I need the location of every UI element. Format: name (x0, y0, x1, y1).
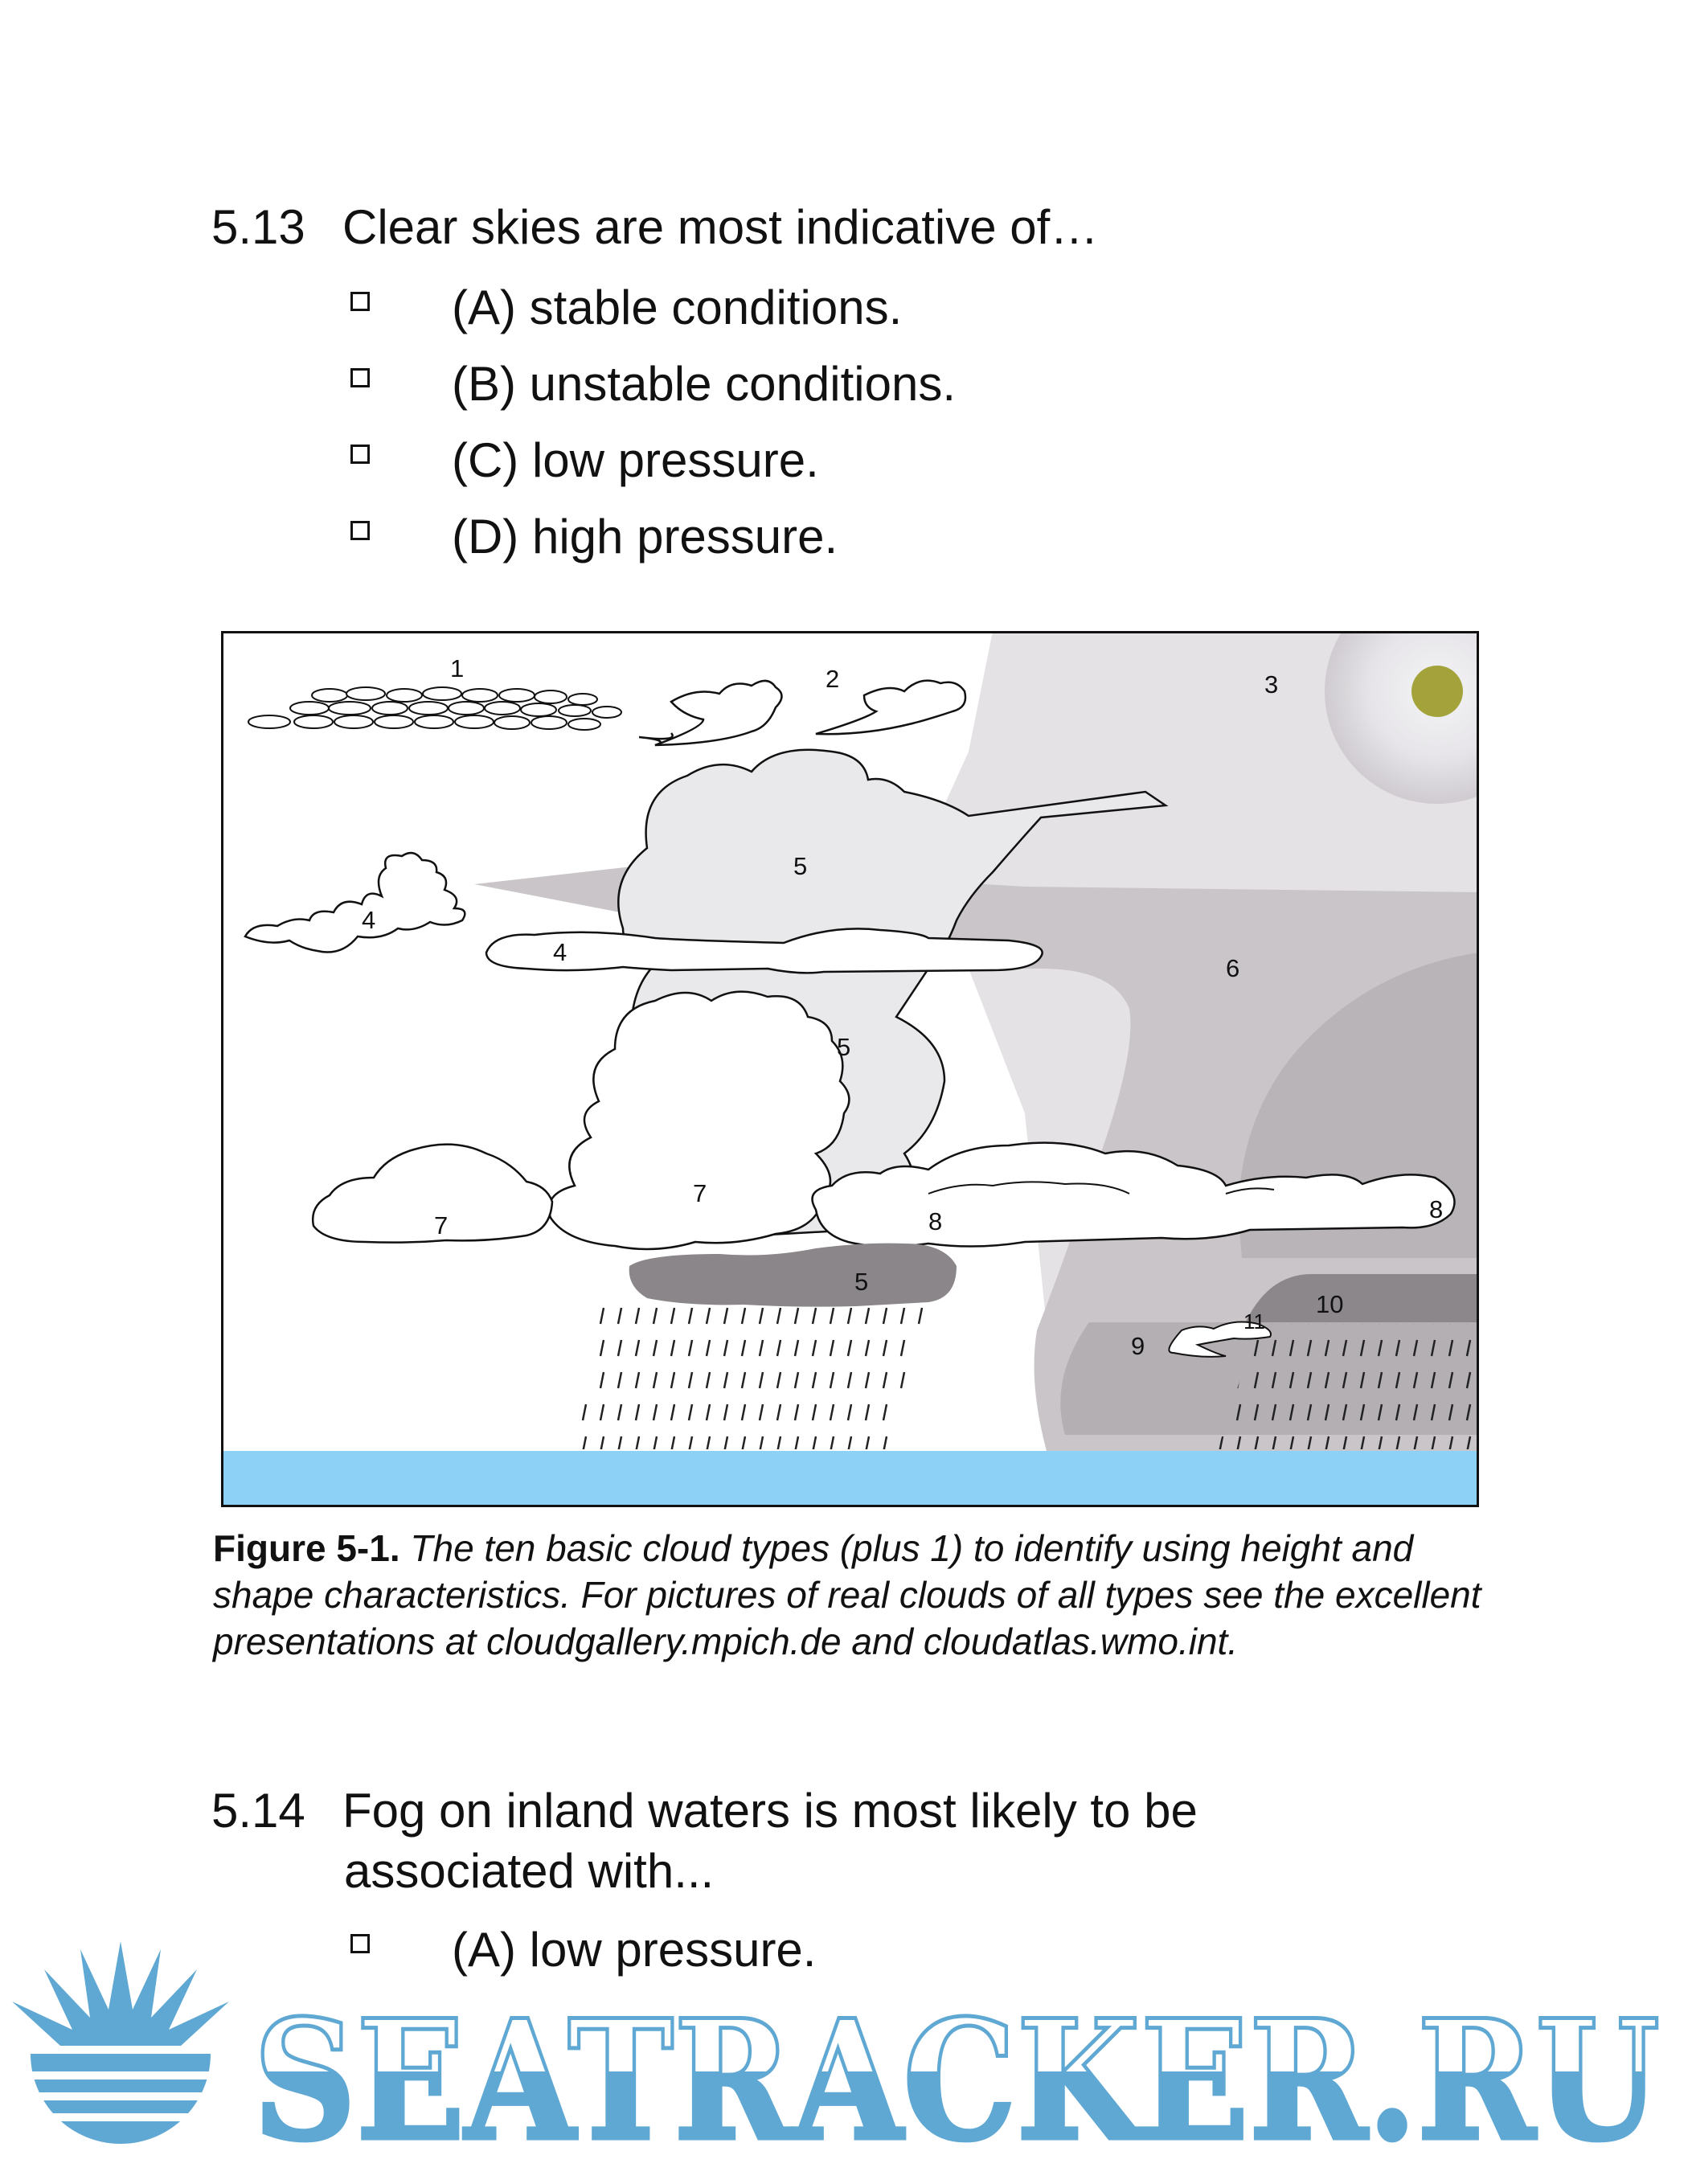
label-4a: 4 (362, 906, 376, 934)
label-4b: 4 (553, 938, 567, 966)
option-label: (A) stable conditions. (452, 280, 903, 334)
checkbox[interactable] (350, 445, 370, 464)
question-text-line2: associated with... (344, 1844, 715, 1898)
rain-cumulonimbus (575, 1306, 928, 1449)
label-1: 1 (450, 654, 465, 682)
sun-logo-icon (12, 1941, 245, 2144)
option-label: (B) unstable conditions. (452, 356, 957, 411)
label-7a: 7 (434, 1211, 449, 1240)
question-text-line1: Fog on inland waters is most likely to be (342, 1784, 1198, 1838)
option-a[interactable] (350, 275, 902, 339)
label-11: 11 (1243, 1309, 1265, 1334)
checkbox[interactable] (350, 521, 370, 540)
figure-caption (213, 1525, 1483, 1665)
option-c[interactable] (350, 428, 819, 492)
sun-icon (1411, 666, 1463, 717)
label-10: 10 (1316, 1290, 1344, 1318)
rain-nimbostratus (1218, 1324, 1479, 1449)
question-number: 5.13 (211, 200, 305, 254)
question-5-14 (211, 1780, 1198, 1841)
watermark-text: SEATRACKER.RU (253, 1985, 1660, 2178)
checkbox[interactable] (350, 368, 370, 387)
caption-label: Figure 5-1. (213, 1527, 400, 1569)
option-label: (C) low pressure. (452, 432, 819, 487)
checkbox[interactable] (350, 292, 370, 311)
water-surface (221, 1451, 1479, 1507)
label-5b: 5 (837, 1033, 851, 1061)
caption-text: The ten basic cloud types (plus 1) to identify using height and shape characteristics. For pictures of real clouds of all types see the excellent presentations at cloudgallery.mpich.de and cloudatlas.wmo.int. (213, 1527, 1481, 1662)
label-7b: 7 (693, 1179, 707, 1207)
question-5-13 (211, 197, 1098, 257)
label-2: 2 (826, 665, 840, 693)
question-text: Clear skies are most indicative of… (342, 200, 1099, 254)
label-8b: 8 (1429, 1195, 1444, 1223)
seatracker-watermark (0, 1933, 1688, 2184)
label-5a: 5 (793, 852, 808, 880)
question-number: 5.14 (211, 1784, 305, 1838)
option-label: (D) high pressure. (452, 509, 838, 563)
label-8a: 8 (928, 1207, 943, 1235)
cloud-types-figure (221, 631, 1479, 1507)
option-b[interactable] (350, 351, 956, 416)
label-6: 6 (1226, 954, 1240, 982)
label-3: 3 (1264, 670, 1279, 699)
option-d[interactable] (350, 504, 838, 568)
label-5c: 5 (854, 1268, 869, 1296)
label-9: 9 (1131, 1332, 1145, 1360)
option-label: (A) low pressure. (452, 1922, 817, 1977)
